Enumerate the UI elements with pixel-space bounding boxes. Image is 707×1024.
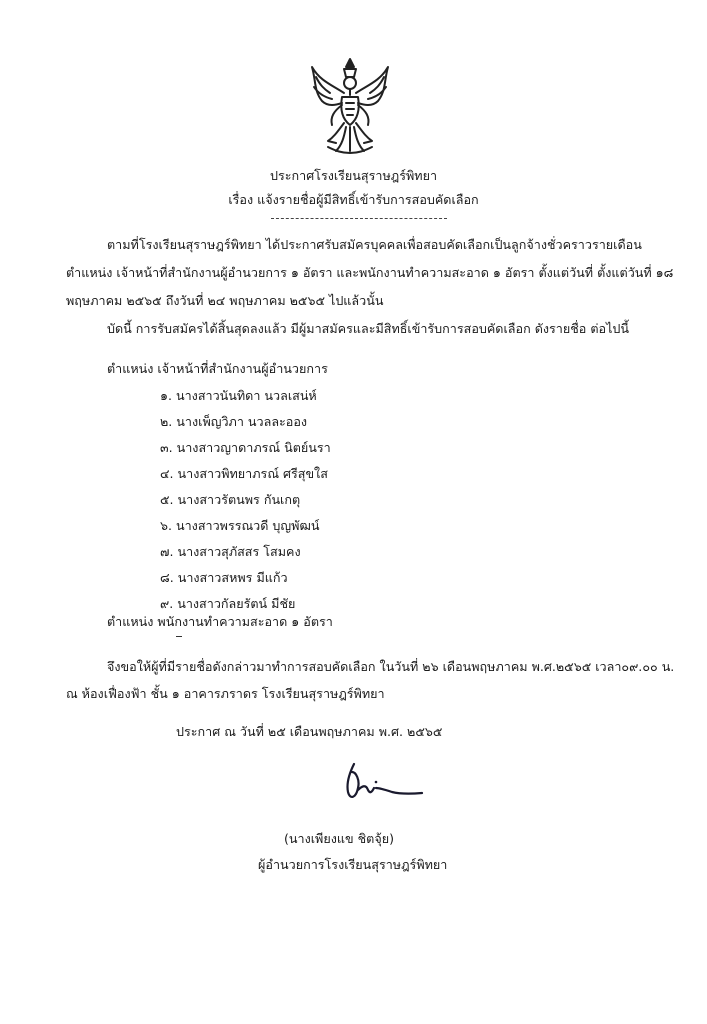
empty-list-dash [176, 636, 182, 637]
candidate-item: ๖. นางสาวพรรณวดี บุญพัฒน์ [160, 518, 320, 533]
announcement-title: ประกาศโรงเรียนสุราษฎร์พิทยา [269, 168, 438, 183]
candidate-item: ๕. นางสาวรัตนพร กันเกตุ [160, 492, 301, 507]
handwritten-signature [340, 758, 425, 808]
announcement-subject: เรื่อง แจ้งรายชื่อผู้มีสิทธิ์เข้ารับการสอบคัดเลือก [228, 192, 479, 207]
paragraph-2: บัดนี้ การรับสมัครได้สิ้นสุดลงแล้ว มีผู้มาสมัครและมีสิทธิ์เข้ารับการสอบคัดเลือก ดังรายชื่อ ต่อไปนี้ [107, 321, 630, 336]
closing-line-1: จึงขอให้ผู้ที่มีรายชื่อดังกล่าวมาทำการสอบคัดเลือก ในวันที่ ๒๖ เดือนพฤษภาคม พ.ศ.๒๕๖๕ เวลา๐๙.๐๐ น. [107, 659, 675, 674]
candidate-item: ๒. นางเพ็ญวิภา นวลละออง [160, 414, 308, 429]
candidate-item: ๗. นางสาวสุภัสสร โสมคง [160, 544, 301, 559]
announce-date: ประกาศ ณ วันที่ ๒๕ เดือนพฤษภาคม พ.ศ. ๒๕๖๕ [176, 724, 443, 739]
candidate-item: ๔. นางสาวพิทยาภรณ์ ศรีสุขใส [160, 466, 328, 481]
signatory-title: ผู้อำนวยการโรงเรียนสุราษฎร์พิทยา [258, 857, 448, 872]
paragraph-1-line-2: ตำแหน่ง เจ้าหน้าที่สำนักงานผู้อำนวยการ ๑ อัตรา และพนักงานทำความสะอาด ๑ อัตรา ตั้งแต่วันที่ ตั้งแต่วันที่ ๑๘ [66, 265, 674, 280]
position-2-label: ตำแหน่ง พนักงานทำความสะอาด ๑ อัตรา [107, 614, 333, 629]
closing-line-2: ณ ห้องเฟื่องฟ้า ชั้น ๑ อาคารภราดร โรงเรียนสุราษฎร์พิทยา [66, 686, 385, 701]
candidate-item: ๙. นางสาวกัลยรัตน์ มีชัย [160, 596, 296, 611]
candidate-item: ๘. นางสาวสหพร มีแก้ว [160, 570, 288, 585]
position-1-label: ตำแหน่ง เจ้าหน้าที่สำนักงานผู้อำนวยการ [107, 361, 328, 376]
signatory-name: (นางเพียงแข ชิตจุ้ย) [284, 831, 395, 846]
candidate-item: ๑. นางสาวนันทิดา นวลเสน่ห์ [160, 388, 317, 403]
garuda-emblem-icon [306, 55, 394, 155]
paragraph-1-line-3: พฤษภาคม ๒๕๖๕ ถึงวันที่ ๒๔ พฤษภาคม ๒๕๖๕ ไปแล้วนั้น [66, 293, 384, 308]
candidate-item: ๓. นางสาวญาดาภรณ์ นิตย์นรา [160, 440, 331, 455]
title-divider [271, 218, 447, 219]
paragraph-1-line-1: ตามที่โรงเรียนสุราษฎร์พิทยา ได้ประกาศรับสมัครบุคคลเพื่อสอบคัดเลือกเป็นลูกจ้างชั่วคราวรายเดือน [107, 237, 642, 252]
